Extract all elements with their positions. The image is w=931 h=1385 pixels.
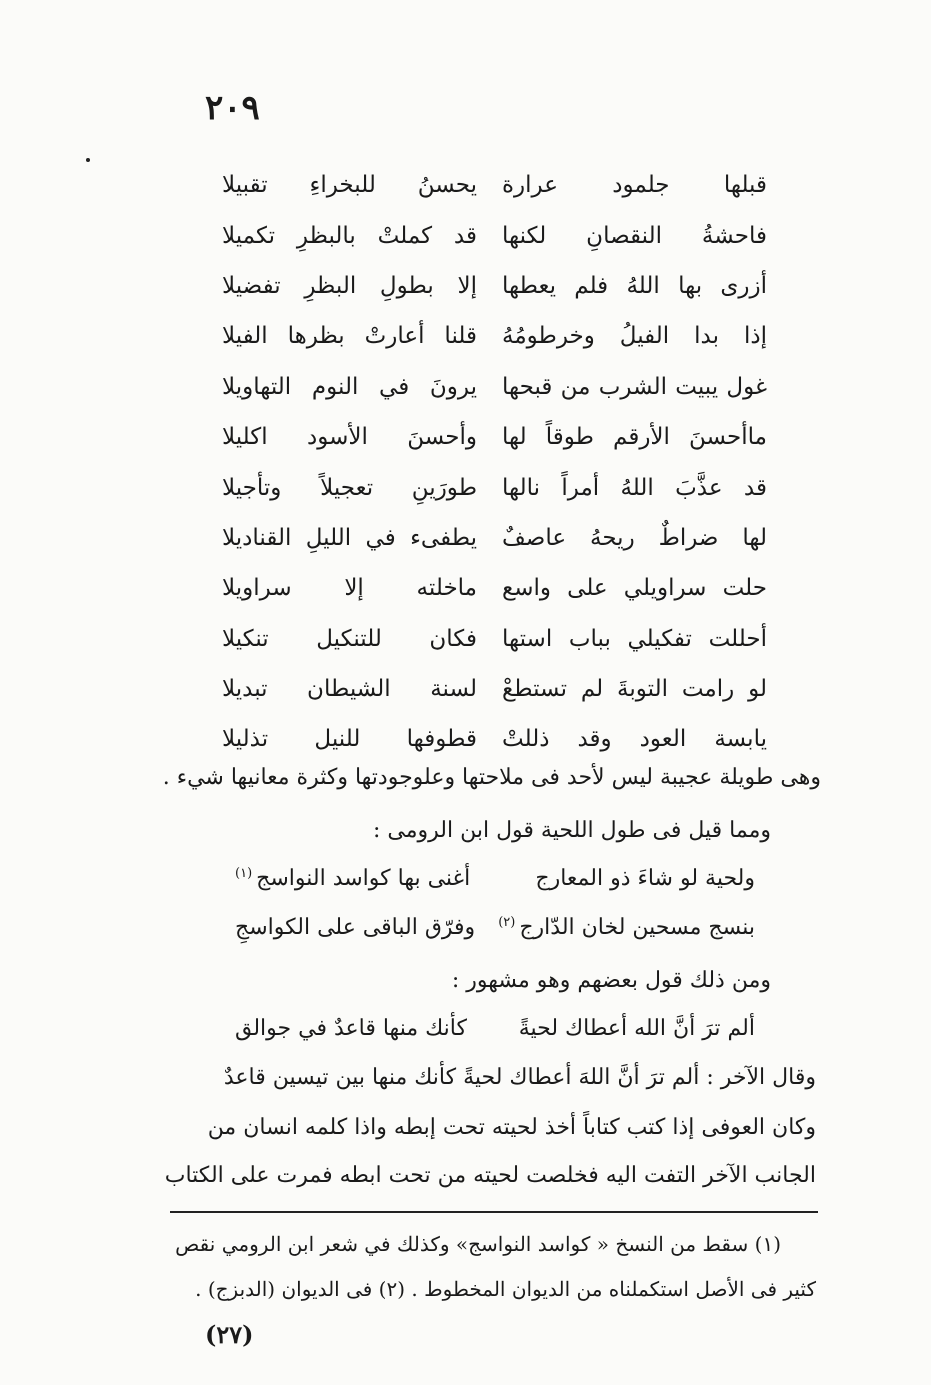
prose-line: وكان العوفى إذا كتب كتاباً أخذ لحيته تحت إبطه واذا كلمه انسان من [207, 1115, 816, 1140]
verse [222, 664, 767, 714]
hemistich-second: يحسنُ للبخراءِ تقبيلا [222, 172, 477, 199]
hemistich-second: يطفىء في الليلِ القناديلا [222, 524, 477, 551]
hemistich-first: أزرى بها اللهُ فلم يعطها [502, 272, 767, 299]
couplet [235, 1016, 755, 1041]
hemistich-first: أحللت تفكيلي بباب استها [502, 625, 767, 652]
verse [222, 462, 767, 512]
hemistich-first: لو رامت التوبةَ لم تستطعْ [502, 676, 767, 703]
verse [222, 210, 767, 260]
verse [222, 362, 767, 412]
hemistich-first: ماأحسنَ الأرقم طوقاً لها [502, 424, 767, 451]
footnote-marker: (١) [235, 866, 253, 881]
verse [222, 412, 767, 462]
hemistich-first: قبلها جلمود عرارة [502, 172, 767, 199]
hemistich-first: ألم ترَ أنَّ الله أعطاك لحيةً [518, 1016, 755, 1041]
footnote-marker: (٢) [498, 915, 516, 930]
verse [222, 563, 767, 613]
prose-line: ومن ذلك قول بعضهم وهو مشهور : [451, 968, 771, 993]
hemistich-second: قد كملتْ بالبظرِ تكميلا [222, 222, 477, 249]
signature-number: (٢٧) [205, 1320, 254, 1349]
hemistich-first: ولحية لو شاءَ ذو المعارج [535, 866, 755, 891]
hemistich-first: إذا بدا الفيلُ وخرطومُهُ [502, 323, 767, 350]
poem [222, 160, 767, 765]
hemistich-second: وأحسنَ الأسود اكليلا [222, 424, 477, 451]
ink-dot [86, 158, 90, 162]
footnote-line: كثير فى الأصل استكملناه من الديوان المخطوط . (٢) فى الديوان (الدبزج) . [195, 1277, 816, 1301]
hemistich-second: قلنا أعارتْ بظرها الفيلا [222, 323, 477, 350]
couplet [235, 915, 755, 940]
verse [222, 614, 767, 664]
verse [222, 714, 767, 764]
hemistich-second: لسنة الشيطان تبديلا [222, 676, 477, 703]
hemistich-second: وفرّق الباقى على الكواسجِ [235, 915, 476, 940]
hemistich-second: إلا بطولِ البظرِ تفضيلا [222, 272, 477, 299]
hemistich-second: قطوفها للنيل تذليلا [222, 726, 477, 753]
hemistich-first: بنسج مسحين لخان الدّارج [519, 915, 755, 940]
prose-line: وقال الآخر : ألم ترَ أنَّ اللهَ أعطاك لحيةً كأنك منها بين تيسين قاعدٌ [223, 1065, 816, 1090]
verse [222, 513, 767, 563]
hemistich-second: كأنك منها قاعدٌ في جوالق [235, 1016, 467, 1041]
verse [222, 160, 767, 210]
verse [222, 311, 767, 361]
hemistich-second: يرونَ في النوم التهاويلا [222, 373, 477, 400]
hemistich-second: أغنى بها كواسد النواسج [256, 866, 471, 891]
verse [222, 261, 767, 311]
hemistich-second: طورَينِ تعجيلاً وتأجيلا [222, 474, 477, 501]
hemistich-second: فكان للتنكيل تنكيلا [222, 625, 477, 652]
hemistich-first: حلت سراويلي على واسع [502, 575, 767, 602]
hemistich-first: غول يبيت الشرب من قبحها [502, 373, 767, 400]
prose-line: وهى طويلة عجيبة ليس لأحد فى ملاحتها وعلوجودتها وكثرة معانيها شيء . [162, 765, 821, 790]
hemistich-first: يابسة العود وقد ذللتْ [502, 726, 767, 753]
hemistich-first: فاحشةُ النقصانِ لكنها [502, 222, 767, 249]
hemistich-second: ماخلته إلا سراويلا [222, 575, 477, 602]
couplet [235, 866, 755, 891]
footnote-line: (١) سقط من النسخ « كواسد النواسج» وكذلك في شعر ابن الرومي نقص [175, 1232, 781, 1256]
prose-line: الجانب الآخر التفت اليه فخلصت لحيته من تحت ابطه فمرت على الكتاب [164, 1163, 816, 1188]
prose-line: ومما قيل فى طول اللحية قول ابن الرومى : [373, 818, 771, 843]
hemistich-first: لها ضراطٌ ريحهُ عاصفٌ [502, 524, 767, 551]
page-number: ٢٠٩ [205, 88, 260, 128]
hemistich-first: قد عذَّبَ اللهُ أمراً نالها [502, 474, 767, 501]
footnote-separator [170, 1211, 818, 1213]
